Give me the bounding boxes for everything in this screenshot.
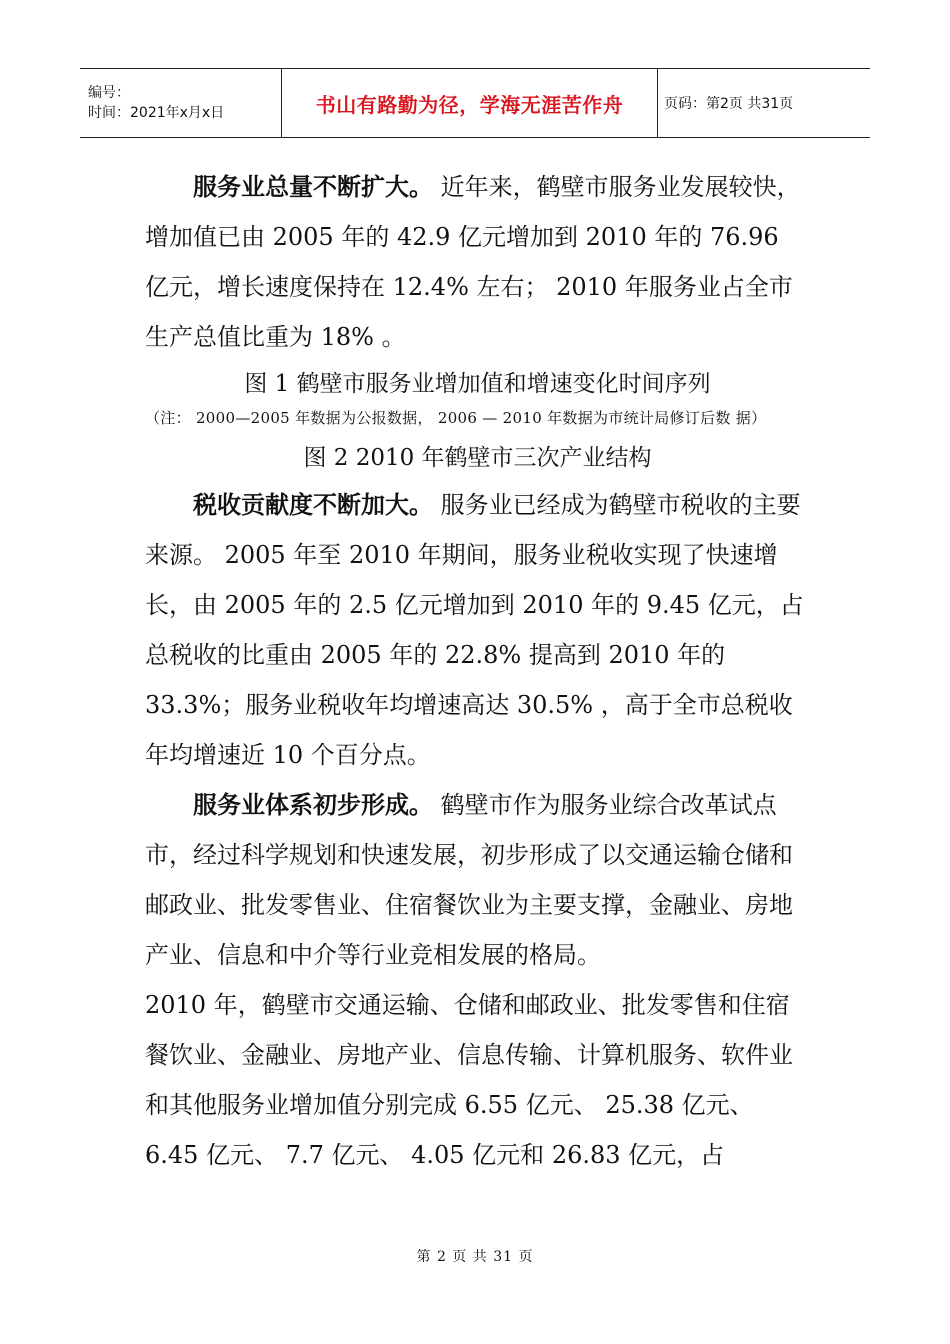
paragraph-service-system (145, 780, 810, 980)
page-header (80, 68, 870, 138)
paragraph-text: 鹤壁市作为服务业综合改革试点市，经过科学规划和快速发展，初步形成了以交通运输仓储和邮政业、批发零售业、住宿餐饮业为主要支撑，金融业、房地产业、信息和中介等行业竞相发展的格局。 (145, 791, 793, 969)
header-middle-cell (282, 69, 658, 137)
document-body (145, 162, 810, 1180)
doc-date: 时间：2021年x月x日 (88, 105, 225, 121)
paragraph-2010-values: 2010 年，鹤壁市交通运输、仓储和邮政业、批发零售和住宿餐饮业、金融业、房地产业、信息传输、计算机服务、软件业和其他服务业增加值分别完成 6.55 亿元、 25.38 亿元、 6.45 亿元、 7.7 亿元、 4.05 亿元和 26.83 亿元，占 (145, 991, 793, 1169)
paragraph-lead: 服务业总量不断扩大。 (193, 172, 433, 201)
paragraph-lead: 税收贡献度不断加大。 (193, 490, 433, 519)
paragraph-text: 近年来，鹤壁市服务业发展较快，增加值已由 2005 年的 42.9 亿元增加到 2010 年的 76.96 亿元，增长速度保持在 12.4% 左右； 2010 年服务业占全市生产总值比重为 18% 。 (145, 173, 801, 351)
paragraph-lead: 服务业体系初步形成。 (193, 790, 433, 819)
header-left-cell (80, 69, 282, 137)
paragraph-service-total (145, 162, 810, 362)
header-right-cell (658, 69, 870, 137)
page-footer: 第 2 页 共 31 页 (416, 1249, 534, 1265)
doc-number: 编号： (88, 85, 130, 101)
header-page-info: 页码：第2页 共31页 (664, 96, 794, 112)
figure-2-caption: 图 2 2010 年鹤壁市三次产业结构 (303, 445, 652, 471)
header-motto: 书山有路勤为径，学海无涯苦作舟 (315, 92, 624, 117)
paragraph-text: 服务业已经成为鹤壁市税收的主要来源。 2005 年至 2010 年期间，服务业税收实现了快速增长，由 2005 年的 2.5 亿元增加到 2010 年的 9.45 亿元，占总税收的比重由 2005 年的 22.8% 提高到 2010 年的 33.3%；服务业税收年均增速高达 30.5% ，高于全市总税收年均增速近 10 个百分点。 (145, 491, 804, 769)
paragraph-tax-contribution (145, 480, 810, 780)
figure-1-note: （注： 2000—2005 年数据为公报数据， 2006 — 2010 年数据为市统计局修订后数 据） (145, 409, 767, 427)
figure-1-caption: 图 1 鹤壁市服务业增加值和增速变化时间序列 (244, 371, 711, 397)
